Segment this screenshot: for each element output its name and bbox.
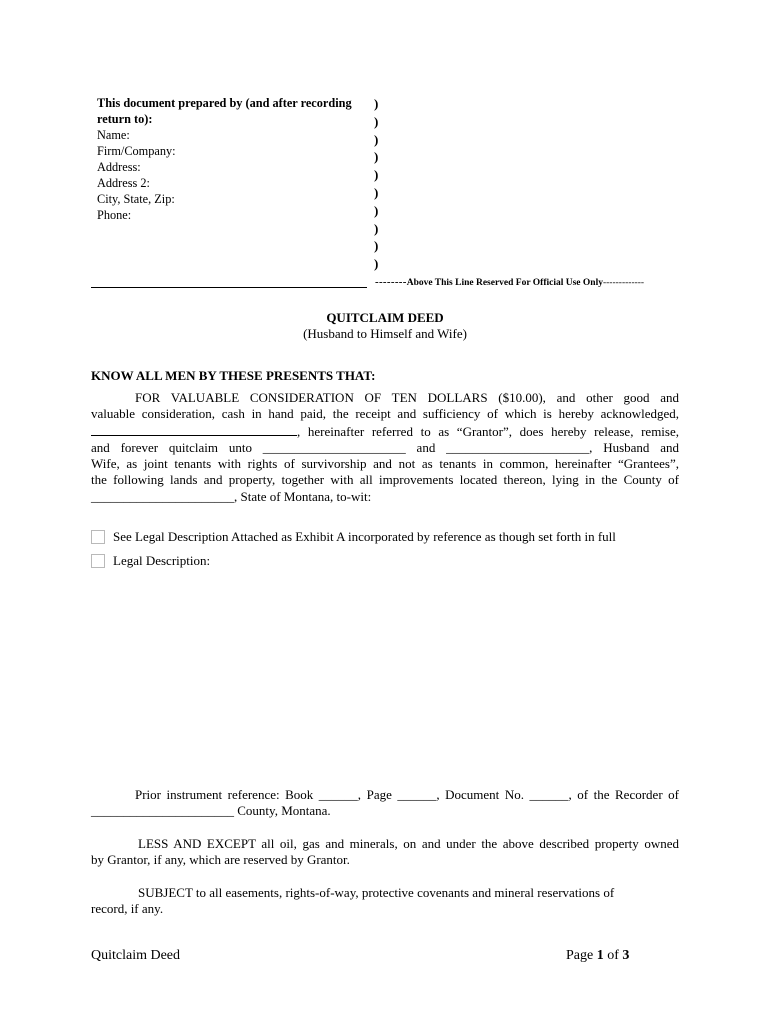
preparer-heading-line2: return to): [97, 112, 153, 126]
subject-line-2: record, if any. [91, 901, 164, 917]
body-line-3-text: , hereinafter referred to as “Grantor”, does hereby release, remise, [297, 423, 679, 439]
subject-line-1: SUBJECT to all easements, rights-of-way, protective covenants and mineral reservations of [138, 885, 615, 900]
preparer-field-address: Address: [97, 160, 141, 174]
preparer-block [97, 95, 367, 223]
legal-description-checkbox[interactable] [91, 554, 105, 568]
body-line-1: FOR VALUABLE CONSIDERATION OF TEN DOLLARS ($10.00), and other good and [135, 390, 679, 405]
body-line-4: and forever quitclaim unto ______________________ and ______________________, Husband and [91, 439, 679, 455]
body-line-5: Wife, as joint tenants with rights of survivorship and not as tenants in common, hereinafter “Grantees”, [91, 456, 679, 472]
less-except-line-1: LESS AND EXCEPT all oil, gas and minerals, on and under the above described property owned [138, 836, 679, 851]
exhibit-a-label: See Legal Description Attached as Exhibit A incorporated by reference as though set forth in full [113, 529, 616, 544]
footer-page-number [566, 948, 629, 964]
reserved-tail: ------------- [602, 278, 645, 288]
preparer-field-address2: Address 2: [97, 176, 150, 190]
preparer-signature-line [91, 287, 367, 288]
body-line-6: the following lands and property, together with all improvements located thereon, lying in the County of [91, 472, 679, 488]
intro-heading: KNOW ALL MEN BY THESE PRESENTS THAT: [91, 368, 376, 383]
prior-ref-line-1: Prior instrument reference: Book ______, Page ______, Document No. ______, of the Recorder of [135, 787, 679, 802]
preparer-field-firm: Firm/Company: [97, 144, 176, 158]
preparer-field-phone: Phone: [97, 208, 132, 222]
option-legal-description[interactable] [91, 553, 210, 569]
body-line-7: ______________________, State of Montana, to-wit: [91, 488, 372, 504]
less-except-paragraph [91, 836, 679, 869]
reserved-for-official-use [375, 276, 644, 288]
legal-description-label: Legal Description: [113, 553, 211, 568]
footer-page-prefix: Page [566, 948, 597, 963]
footer-page-current: 1 [596, 948, 604, 963]
preparer-field-name: Name: [97, 128, 130, 142]
prior-ref-line-2: ______________________ County, Montana. [91, 803, 331, 819]
option-exhibit-a[interactable] [91, 529, 616, 545]
body-line-2: valuable consideration, cash in hand paid, the receipt and sufficiency of which is hereby acknowledged, [91, 406, 679, 422]
less-except-line-2: by Grantor, if any, which are reserved by Grantor. [91, 852, 350, 868]
page-subtitle: (Husband to Himself and Wife) [303, 326, 467, 341]
parenthesis-column: ) ) ) ) ) ) ) ) ) ) [374, 96, 379, 272]
preparer-heading-line1: This document prepared by (and after recording [97, 96, 352, 110]
page-title: QUITCLAIM DEED [326, 310, 444, 325]
footer-page-of: of [603, 948, 623, 963]
grantor-name-blank[interactable] [91, 423, 297, 436]
reserved-dashes: -------- [375, 276, 407, 288]
body-line-3 [91, 423, 679, 440]
prior-instrument-paragraph [91, 787, 679, 820]
reserved-text: Above This Line Reserved For Official Use Only [406, 278, 603, 288]
subject-to-paragraph [91, 885, 679, 918]
conveyance-paragraph [91, 390, 679, 505]
exhibit-a-checkbox[interactable] [91, 530, 105, 544]
footer-page-total: 3 [622, 948, 630, 963]
footer-document-title: Quitclaim Deed [91, 948, 181, 963]
preparer-field-city-state-zip: City, State, Zip: [97, 192, 175, 206]
